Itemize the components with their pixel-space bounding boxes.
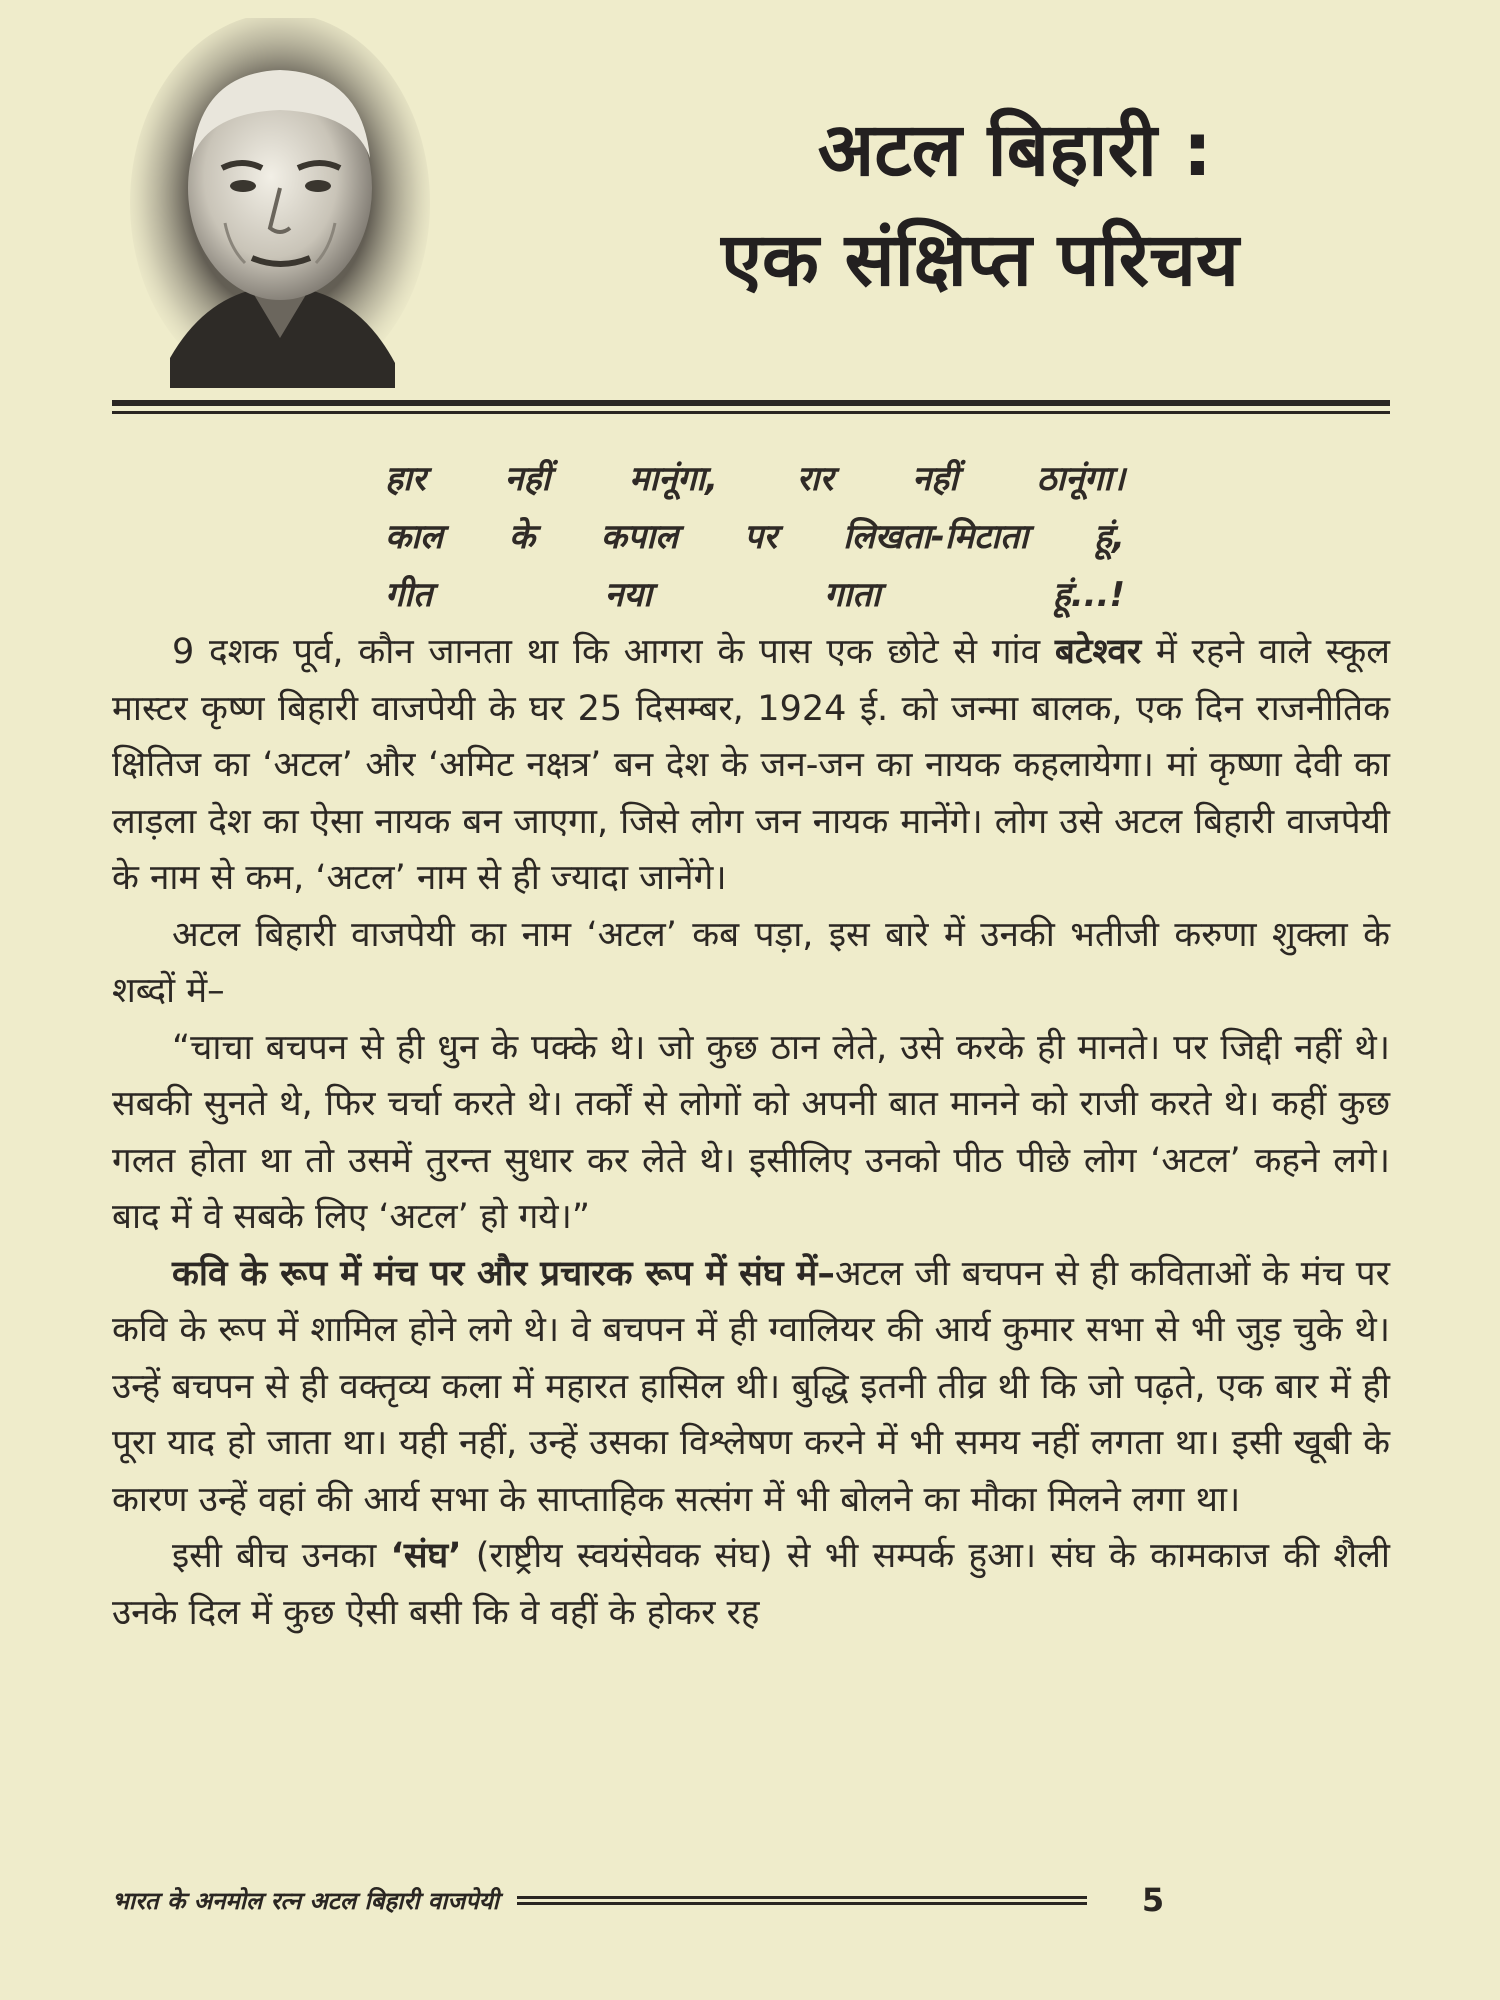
paragraph-5: इसी बीच उनका ‘संघ’ (राष्ट्रीय स्वयंसेवक संघ) से भी सम्पर्क हुआ। संघ के कामकाज की शैली उनके दिल में कुछ ऐसी बसी कि वे वहीं के होकर रह [112, 1536, 1390, 1633]
poem-word: नहीं [504, 459, 551, 499]
footer-rule [517, 1893, 1087, 1908]
poem-quote [385, 450, 1125, 624]
poem-word: हूं...! [1052, 575, 1125, 615]
chapter-title-line1: अटल बिहारी : [817, 107, 1213, 193]
body-text [112, 624, 1390, 1641]
poem-word: कपाल [600, 517, 679, 557]
poem-word: रार [796, 459, 834, 499]
poem-word: लिखता-मिटाता [842, 517, 1029, 557]
footer-book-title: भारत के अनमोल रत्न अटल बिहारी वाजपेयी [112, 1886, 499, 1915]
poem-word: हार [385, 459, 426, 499]
chapter-title [540, 100, 1420, 320]
section-heading-inline: कवि के रूप में मंच पर और प्रचारक रूप में संघ में– [172, 1253, 835, 1294]
page-number: 5 [1141, 1881, 1165, 1919]
title-divider [112, 400, 1390, 418]
poem-word: पर [743, 517, 778, 557]
sangh-bold: ‘संघ’ [390, 1536, 462, 1576]
poem-line-2 [385, 508, 1125, 566]
page-footer [112, 1875, 1390, 1925]
poem-word: ठानूंगा। [1036, 459, 1125, 499]
paragraph-4: कवि के रूप में मंच पर और प्रचारक रूप में संघ में–अटल जी बचपन से ही कविताओं के मंच पर कवि के रूप में शामिल होने लगे थे। वे बचपन में ही ग्वालियर की आर्य कुमार सभा से भी जुड़ चुके थे। उन्हें बचपन से ही वक्तृव्य कला में महारत हासिल थी। बुद्धि इतनी तीव्र थी कि जो पढ़ते, एक बार में ही पूरा याद हो जाता था। यही नहीं, उन्हें उसका विश्लेषण करने में भी समय नहीं लगता था। इसी खूबी के कारण उन्हें वहां की आर्य सभा के साप्ताहिक सत्संग में भी बोलने का मौका मिलने लगा था। [112, 1253, 1390, 1520]
paragraph-3-quote: “चाचा बचपन से ही धुन के पक्के थे। जो कुछ ठान लेते, उसे करके ही मानते। पर जिद्दी नहीं थे। सबकी सुनते थे, फिर चर्चा करते थे। तर्कों से लोगों को अपनी बात मानने को राजी करते थे। कहीं कुछ गलत होता था तो उसमें तुरन्त सुधार कर लेते थे। इसीलिए उनको पीठ पीछे लोग ‘अटल’ कहने लगे। बाद में वे सबके लिए ‘अटल’ हो गये।” [112, 1027, 1390, 1237]
portrait-illustration [130, 18, 430, 388]
chapter-title-line2: एक संक्षिप्त परिचय [721, 217, 1239, 303]
paragraph-1: 9 दशक पूर्व, कौन जानता था कि आगरा के पास एक छोटे से गांव बटेश्वर में रहने वाले स्कूल मास्टर कृष्ण बिहारी वाजपेयी के घर 25 दिसम्बर, 1924 ई. को जन्मा बालक, एक दिन राजनीतिक क्षितिज का ‘अटल’ और ‘अमिट नक्षत्र’ बन देश के जन-जन का नायक कहलायेगा। मां कृष्णा देवी का लाड़ला देश का ऐसा नायक बन जाएगा, जिसे लोग जन नायक मानेंगे। लोग उसे अटल बिहारी वाजपेयी के नाम से कम, ‘अटल’ नाम से ही ज्यादा जानेंगे। [112, 632, 1390, 898]
poem-word: काल [385, 517, 443, 557]
poem-word: नया [604, 575, 652, 615]
poem-word: नहीं [912, 459, 958, 499]
poem-word: गीत [385, 575, 433, 615]
poem-word: मानूंगा, [629, 459, 718, 499]
poem-line-1 [385, 450, 1125, 508]
portrait-photo [130, 18, 430, 388]
poem-word: के [508, 517, 535, 557]
paragraph-2: अटल बिहारी वाजपेयी का नाम ‘अटल’ कब पड़ा, इस बारे में उनकी भतीजी करुणा शुक्ला के शब्दों में– [112, 914, 1390, 1011]
place-name-bold: बटेश्वर [1054, 632, 1142, 672]
poem-word: गाता [824, 575, 881, 615]
poem-line-3 [385, 566, 1125, 624]
poem-word: हूं, [1094, 517, 1125, 557]
